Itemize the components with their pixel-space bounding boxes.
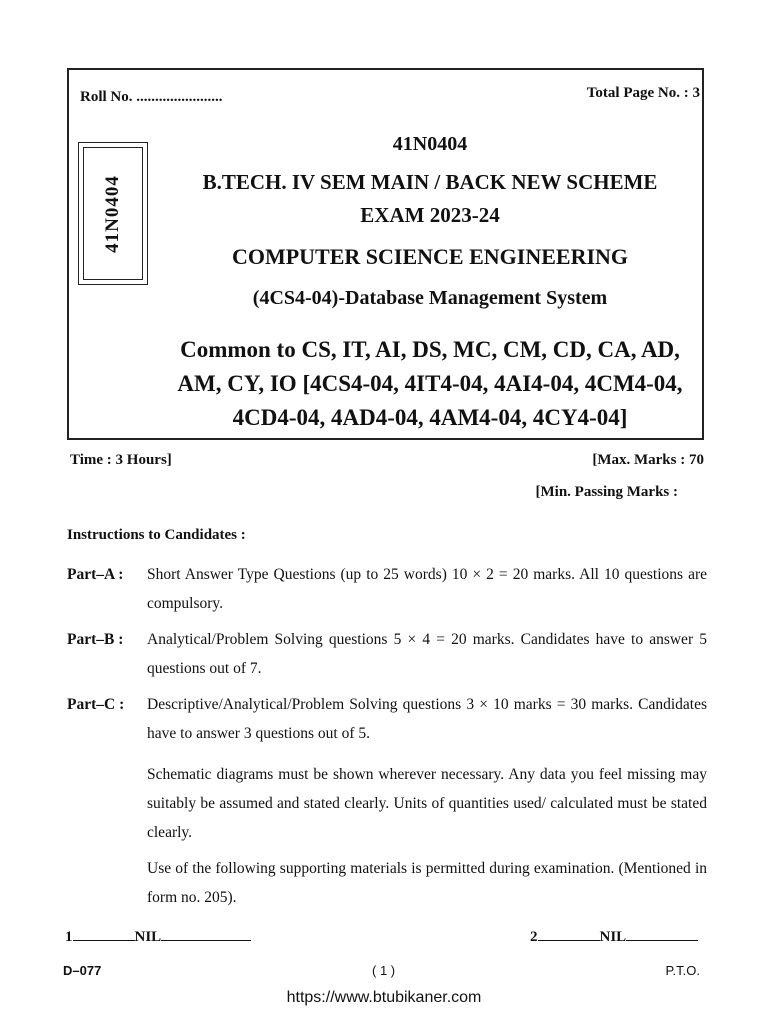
exam-title-line1: B.TECH. IV SEM MAIN / BACK NEW SCHEME [202,170,658,194]
branch-title: COMPUTER SCIENCE ENGINEERING [231,244,629,269]
part-b-label: Part–B : [67,631,124,648]
common-courses [150,333,710,435]
paper-code-stamp [78,142,148,285]
material-item-1-number: 1 [65,929,73,945]
part-a-instruction [67,560,707,618]
part-b-instruction [67,625,707,683]
total-page-count: Total Page No. : 3 [586,85,700,101]
exam-title-line2: EXAM 2023-24 [360,203,500,227]
roll-number-field: Roll No. ....................... [80,89,223,105]
part-b-text: Analytical/Problem Solving questions 5 × 4 = 20 marks. Candidates have to answer 5 questions out of 7. [147,631,707,677]
exam-duration: Time : 3 Hours] [70,452,172,468]
part-a-text: Short Answer Type Questions (up to 25 words) 10 × 2 = 20 marks. All 10 questions are compulsory. [147,566,707,612]
part-a-label: Part–A : [67,566,124,583]
common-courses-line3: 4CD4-04, 4AD4-04, 4AM4-04, 4CY4-04] [232,405,628,430]
paper-code: 41N0404 [392,133,468,155]
part-c-label: Part–C : [67,696,125,713]
schematic-note: Schematic diagrams must be shown wherever necessary. Any data you feel missing may suitably be assumed and stated clearly. Units of quantities used/ calculated must be stated clearly. [147,766,707,841]
underline [538,926,600,941]
paper-code-vertical: 41N0404 [102,174,123,253]
document-code: D–077 [63,963,102,978]
materials-note: Use of the following supporting materials is permitted during examination. (Mentioned in form no. 205). [147,860,707,906]
min-passing-marks: [Min. Passing Marks : [535,484,678,500]
common-courses-line1: Common to CS, IT, AI, DS, MC, CM, CD, CA, AD, [180,337,680,362]
page-number: ( 1 ) [372,963,396,978]
part-c-text: Descriptive/Analytical/Problem Solving questions 3 × 10 marks = 30 marks. Candidates have to answer 3 questions out of 5. [147,696,707,742]
material-item-1-value: NIL [134,929,162,945]
underline [161,926,251,941]
underline [73,926,135,941]
pto-marker: P.T.O. [665,963,700,978]
source-url[interactable]: https://www.btubikaner.com [286,989,482,1006]
common-courses-line2: AM, CY, IO [4CS4-04, 4IT4-04, 4AI4-04, 4CM4-04, [177,371,683,396]
material-item-2-number: 2 [530,929,538,945]
subject-title: (4CS4-04)-Database Management System [252,287,608,309]
max-marks: [Max. Marks : 70 [592,452,704,468]
material-item-1 [65,926,251,946]
underline [626,926,698,941]
material-item-2 [530,926,698,946]
part-c-instruction [67,690,707,748]
instructions-heading: Instructions to Candidates : [67,527,246,543]
material-item-2-value: NIL [599,929,627,945]
